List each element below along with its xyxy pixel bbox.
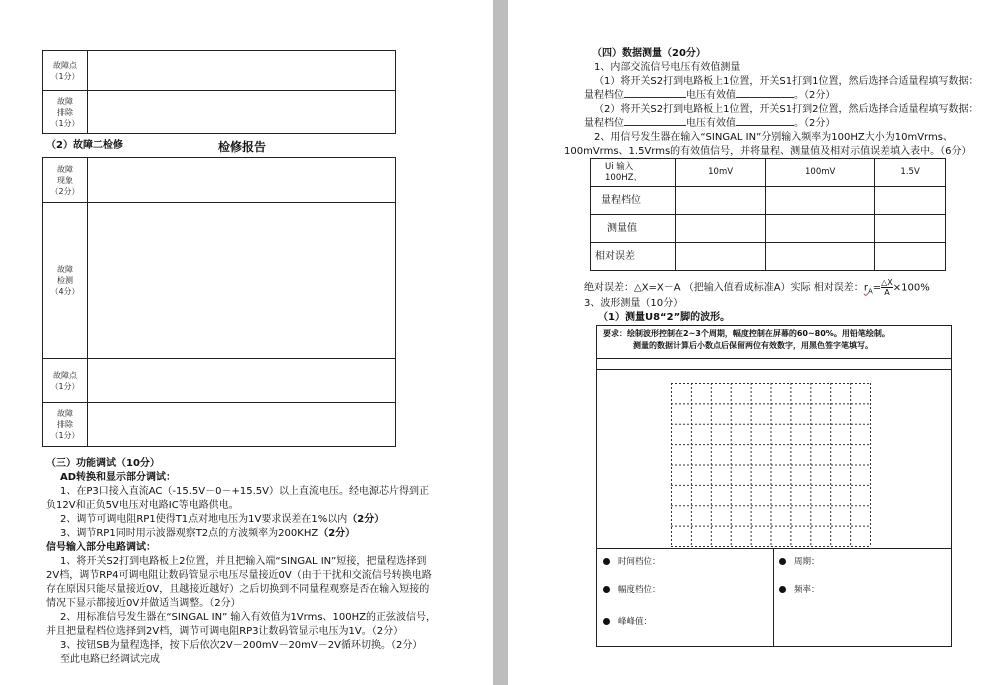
signal-para-1: 1、将开关S2打到电路板上2位置，并且把输入端“SINGAL IN”短接，把量程选择到2V档，调节RP4可调电阻让数码管显示电压尽量接近0V（由于干扰和交流信号转换电路存在原因只能尽量接近0V，且越接近越好）之后切换到不同量程观察是否在输入短接的情况下显示都接近0V并做适当调整。（2分）: [46, 556, 432, 609]
waveform-box: [596, 325, 952, 647]
row-error: 相对误差: [591, 243, 676, 271]
measure-para-1: 1、内部交流信号电压有效值测量: [594, 62, 741, 73]
ad-para-3: [46, 527, 438, 541]
peak-peak-field[interactable]: [603, 617, 652, 628]
measure-para-1b: [584, 103, 984, 131]
fault2-repair-answer-cell[interactable]: [88, 403, 396, 447]
fault2-title: （2）故障二检修: [46, 140, 123, 151]
fault-repair-answer-cell[interactable]: [88, 91, 396, 134]
formula-sub: A: [867, 287, 873, 296]
table-corner: Ui 输入 100HZ、: [591, 159, 676, 187]
detect-label: 故障 检测 （4分）: [50, 265, 80, 296]
cell-measured-100mv[interactable]: [766, 215, 875, 243]
cell-error-10mv[interactable]: [676, 243, 766, 271]
time-div-field[interactable]: [603, 557, 661, 568]
col-1-5v: 1.5V: [875, 159, 946, 187]
cell-error-100mv[interactable]: [766, 243, 875, 271]
measure-para-1b-mid: 电压有效值: [686, 118, 736, 129]
fault-point-label: 故障点 （1分）: [50, 60, 80, 81]
ad-para-3-score: （2分）: [318, 528, 356, 539]
formula-tail: ×100%: [892, 282, 930, 294]
formula-numerator: △X: [881, 278, 893, 287]
peak-peak-label: 峰峰值：: [618, 617, 653, 627]
measure-para-2: 2、用信号发生器在输入“SINGAL IN”分别输入频率为100HZ大小为10mVrms、100mVrms、1.5Vrms的有效值信号，并将量程、测量值及相对示值误差填入表中。（6分）: [564, 132, 972, 157]
cell-measured-10mv[interactable]: [676, 215, 766, 243]
requirement-line-2: 测量的数据计算后小数点后保留两位有效数字，用黑色签字笔填写。: [633, 341, 873, 350]
fault2-point-answer-cell[interactable]: [88, 359, 396, 403]
ad-para-3-text: 3、调节RP1同时用示波器观察T2点的方波频率为200KHZ: [60, 528, 319, 539]
fault-repair-label: 故障 排除 （1分）: [50, 96, 80, 128]
measure-para-1a-mid: 电压有效值: [686, 90, 736, 101]
error-formula: [584, 278, 930, 299]
measure-para-1a-end: 。（2分）: [794, 90, 836, 101]
bullet-icon: [779, 558, 786, 565]
signal-para-2: 2、用标准信号发生器在“SINGAL IN” 输入有效值为1Vrms、100HZ的正弦波信号，并且把量程档位选择到2V档，调节可调电阻RP3让数码管显示电压为1V。（2分）: [46, 612, 436, 637]
cell-measured-1-5v[interactable]: [875, 215, 946, 243]
fault-point-answer-cell[interactable]: [88, 51, 396, 91]
col-100mv: 100mV: [766, 159, 875, 187]
bullet-icon: [779, 586, 786, 593]
bullet-icon: [603, 558, 610, 565]
detect-label-cell: [43, 203, 88, 359]
amp-div-label: 幅度档位：: [618, 585, 661, 595]
period-label: 周期：: [794, 557, 820, 567]
symptom-label-cell: [43, 158, 88, 203]
voltage-blank-2[interactable]: [736, 125, 794, 126]
fault2-repair-label: 故障 排除 （1分）: [50, 409, 80, 440]
oscilloscope-grid[interactable]: [671, 383, 871, 547]
formula-fraction: [881, 278, 893, 297]
fault-repair-label-cell: [43, 91, 88, 134]
signal-para-3: 3、按钮SB为量程选择，按下后依次2V－200mV－20mV－2V循环切换。（2分）: [60, 640, 423, 651]
readings-area: [597, 548, 951, 647]
symptom-answer-cell[interactable]: [88, 158, 396, 203]
measure-para-1a-text: （1）将开关S2打到电路板上1位置，开关S1打到1位置，然后选择合适量程填写数据：量程档位: [584, 76, 979, 101]
fault2-repair-label-cell: [43, 403, 88, 447]
page-divider: [493, 0, 508, 685]
bullet-icon: [603, 586, 610, 593]
symptom-label: 故障 现象 （2分）: [50, 164, 80, 196]
formula-r: r: [863, 282, 868, 294]
cell-range-1-5v[interactable]: [875, 187, 946, 215]
fault-point-label-cell: [43, 51, 88, 91]
waveform-subtitle: （1）测量U8“2”脚的波形。: [598, 312, 731, 323]
requirement-line-1: 要求：绘制波形控制在2~3个周期，幅度控制在屏幕的60~80%。用铅笔绘制。: [603, 329, 890, 338]
left-page: [0, 0, 493, 685]
col-10mv: 10mV: [676, 159, 766, 187]
ad-para-2: [46, 513, 438, 527]
readings-divider: [773, 549, 774, 647]
row-measured: 测量值: [591, 215, 676, 243]
requirement-box: [597, 326, 951, 359]
signal-end: 至此电路已经调试完成: [60, 654, 160, 665]
formula-eq: =: [872, 282, 882, 294]
cell-range-100mv[interactable]: [766, 187, 875, 215]
detect-answer-cell[interactable]: [88, 203, 396, 359]
ad-para-2-text: 2、调节可调电阻RP1使得T1点对地电压为1V要求误差在1%以内: [60, 514, 348, 525]
ad-para-1: 1、在P3口接入直流AC（-15.5V－0－+15.5V）以上直流电压。经电源芯片得到正负12V和正负5V电压对电路IC等电路供电。: [46, 486, 429, 511]
measure-para-1a: [584, 75, 984, 103]
formula-text: 绝对误差：△X=X－A （把输入值看成标准A）实际 相对误差：: [584, 282, 864, 294]
frequency-field[interactable]: [779, 585, 820, 596]
measure-para-1b-text: （2）将开关S2打到电路板上1位置，开关S1打到2位置，然后选择合适量程填写数据：量程档位: [584, 104, 979, 129]
right-page: [508, 0, 1000, 685]
spacer-row: [597, 359, 951, 370]
measure-para-1b-end: 。（2分）: [794, 118, 836, 129]
amp-div-field[interactable]: [603, 585, 661, 596]
cell-range-10mv[interactable]: [676, 187, 766, 215]
range-blank-1[interactable]: [624, 97, 686, 98]
frequency-label: 频率：: [794, 585, 820, 595]
cell-error-1-5v[interactable]: [875, 243, 946, 271]
measurement-table: [590, 158, 946, 271]
section3-title: （三）功能调试（10分）: [46, 458, 160, 469]
report-title: 检修报告: [218, 140, 267, 154]
range-blank-2[interactable]: [624, 125, 686, 126]
signal-title: 信号输入部分电路调试：: [46, 542, 156, 553]
ad-para-2-score: （2分）: [347, 514, 385, 525]
bullet-icon: [603, 618, 610, 625]
period-field[interactable]: [779, 557, 820, 568]
section4-title: （四）数据测量（20分）: [592, 48, 706, 59]
time-div-label: 时间档位：: [618, 557, 661, 567]
voltage-blank-1[interactable]: [736, 97, 794, 98]
waveform-title: 3、波形测量（10分）: [584, 298, 684, 309]
ad-title: AD转换和显示部分调试：: [60, 472, 177, 483]
fault2-point-label-cell: [43, 359, 88, 403]
fault2-point-label: 故障点 （1分）: [50, 370, 80, 391]
fault-table-2: [42, 157, 396, 447]
fault-table-1: [42, 50, 396, 134]
formula-denominator: A: [884, 288, 890, 297]
row-range: 量程档位: [591, 187, 676, 215]
